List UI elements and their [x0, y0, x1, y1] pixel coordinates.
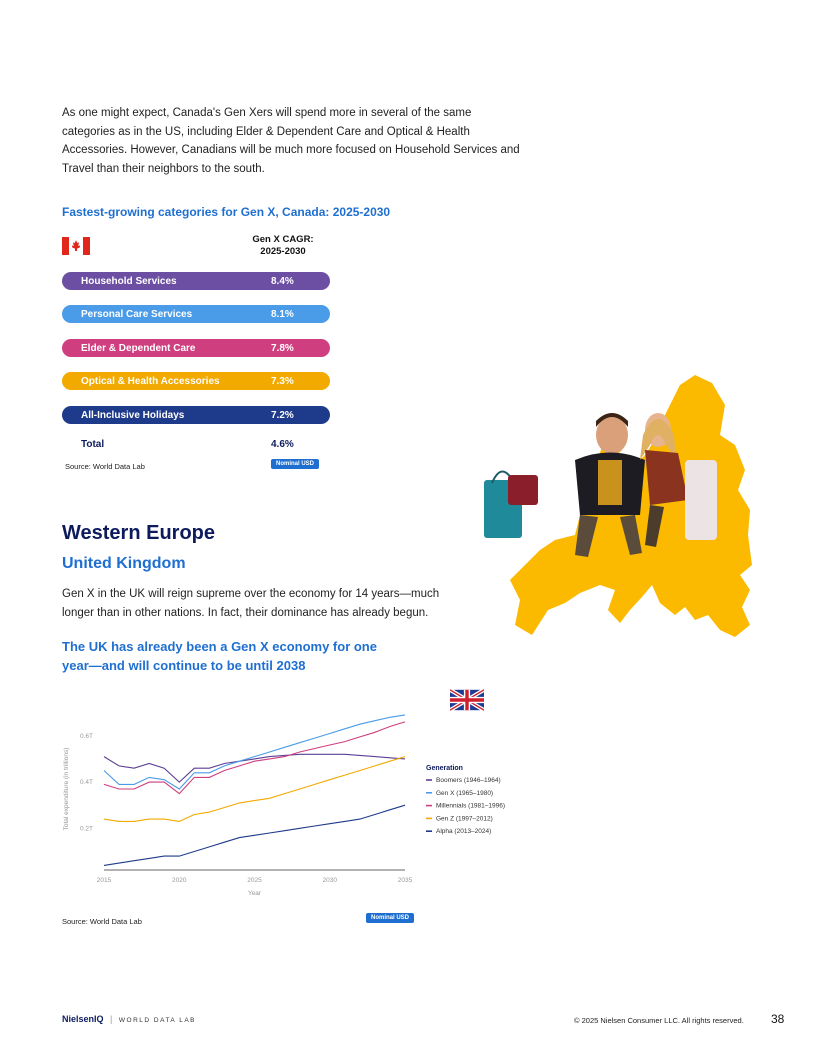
uk-source: Source: World Data Lab [62, 917, 142, 926]
y-tick-label: 0.4T [80, 779, 94, 787]
cagr-header-line2: 2025-2030 [260, 246, 306, 257]
y-tick-label: 0.6T [80, 732, 94, 740]
uk-generation-spending-chart [58, 700, 528, 900]
cagr-header-line1: Gen X CAGR: [252, 234, 314, 245]
x-tick-label: 2025 [247, 877, 262, 884]
footer-logos [62, 1014, 196, 1024]
legend-label: Boomers (1946–1964) [436, 777, 501, 784]
x-axis-label: Year [247, 890, 262, 897]
series-line-4 [104, 805, 405, 865]
category-value: 7.3% [271, 376, 294, 387]
category-bar-elder-care [62, 339, 330, 357]
category-bar-optical-health [62, 372, 330, 390]
uk-chart-title: The UK has already been a Gen X economy for one year—and will continue to be until 2038 [62, 639, 377, 673]
category-label: All-Inclusive Holidays [81, 410, 185, 421]
y-tick-label: 0.2T [80, 825, 94, 833]
legend-title: Generation [426, 765, 463, 772]
shoppers-couple-photo [480, 405, 730, 575]
total-value: 4.6% [271, 439, 294, 450]
nominal-usd-badge: Nominal USD [271, 459, 319, 469]
series-line-2 [104, 722, 405, 794]
series-line-3 [104, 757, 405, 822]
united-kingdom-heading: United Kingdom [62, 555, 186, 572]
x-tick-label: 2035 [397, 877, 413, 884]
page-number: 38 [771, 1012, 785, 1026]
category-value: 7.8% [271, 343, 294, 354]
category-label: Personal Care Services [81, 309, 193, 320]
category-value: 8.4% [271, 276, 294, 287]
category-bar-holidays [62, 406, 330, 424]
x-tick-label: 2020 [172, 877, 187, 884]
world-data-lab-logo: WORLD DATA LAB [118, 1017, 196, 1024]
uk-paragraph: Gen X in the UK will reign supreme over the economy for 14 years—much longer than in other nations. In fact, their dominance has already begun. [62, 588, 440, 619]
chart-axes [63, 733, 413, 897]
canada-chart-title: Fastest-growing categories for Gen X, Canada: 2025-2030 [62, 205, 391, 219]
category-label: Optical & Health Accessories [81, 376, 220, 387]
category-bar-household-services [62, 272, 330, 290]
legend-label: Gen Z (1997–2012) [436, 815, 493, 823]
category-value: 7.2% [271, 410, 294, 421]
category-label: Elder & Dependent Care [81, 343, 196, 354]
canada-source: Source: World Data Lab [65, 462, 145, 471]
x-tick-label: 2015 [96, 877, 112, 884]
nominal-usd-badge-uk: Nominal USD [366, 913, 414, 923]
western-europe-heading: Western Europe [62, 522, 215, 544]
legend-label: Gen X (1965–1980) [436, 789, 494, 797]
intro-paragraph: As one might expect, Canada's Gen Xers will spend more in several of the same categories as in the US, including Elder & Dependent Care and Optical & Health Accessories. However, Canadians will be much more focused on Household Services and Travel than their neighbors to the south. [62, 107, 520, 175]
x-tick-label: 2030 [322, 877, 337, 884]
canada-flag-icon [62, 237, 90, 255]
chart-legend [426, 765, 505, 835]
nielseniq-logo: NielsenIQ [62, 1014, 104, 1024]
legend-label: Millennials (1981–1996) [436, 802, 506, 810]
total-label: Total [81, 439, 105, 450]
chart-series-lines [104, 715, 405, 866]
logo-divider: | [110, 1014, 113, 1024]
legend-label: Alpha (2013–2024) [436, 828, 492, 836]
category-value: 8.1% [271, 309, 294, 320]
category-bar-personal-care [62, 305, 330, 323]
copyright-text: © 2025 Nielsen Consumer LLC. All rights reserved. [574, 1016, 744, 1025]
series-line-1 [104, 715, 405, 789]
y-axis-label: Total expenditure (in trillions) [63, 747, 70, 831]
cagr-column-header [236, 234, 330, 258]
category-label: Household Services [81, 276, 177, 287]
